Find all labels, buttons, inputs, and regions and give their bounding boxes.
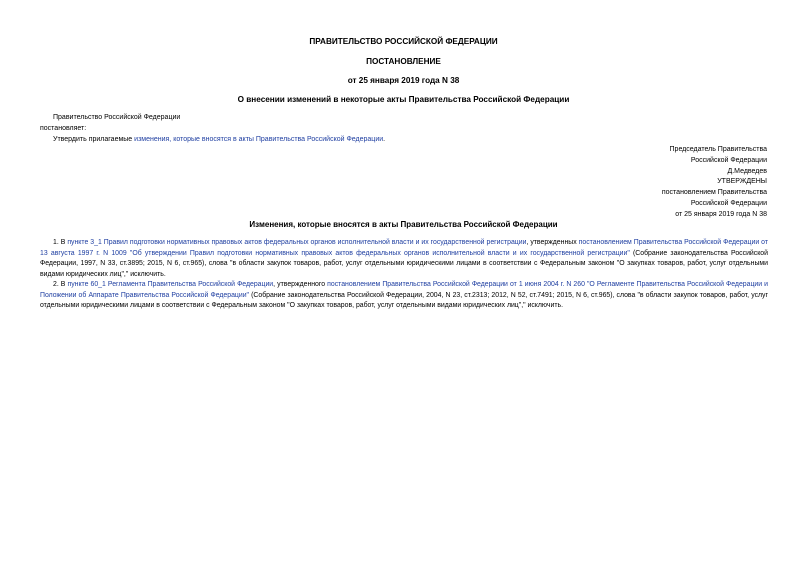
changes-link[interactable]: изменения, которые вносятся в акты Правительства Российской Федерации [134, 136, 384, 143]
item2-text-2: , утвержденного [273, 281, 328, 288]
item2-text-1: 2. В [53, 281, 68, 288]
change-item-1 [40, 238, 768, 280]
change-item-2 [40, 280, 768, 312]
item1-text-2: , утвержденных [526, 239, 579, 246]
signature-country: Российской Федерации [690, 157, 767, 164]
document-title: О внесении изменений в некоторые акты Правительства Российской Федерации [237, 95, 570, 104]
item1-link-resolution[interactable]: постановлением Правительства Российской Федерации от 13 августа 1997 г. N 1009 "Об утверждении Правил подготовки нормативных правовых актов федеральных органов исполнительной власти и их государственной регистрации" [40, 239, 768, 257]
document-date-number: от 25 января 2019 года N 38 [347, 76, 460, 85]
preamble-approve [53, 136, 385, 143]
preamble-resolves: постановляет: [40, 125, 87, 132]
document-type: ПОСТАНОВЛЕНИЕ [366, 57, 441, 66]
preamble-government: Правительство Российской Федерации [53, 114, 181, 121]
changes-title: Изменения, которые вносятся в акты Правительства Российской Федерации [249, 220, 558, 229]
item2-link-regulation[interactable]: пункте 60_1 Регламента Правительства Российской Федерации [67, 281, 274, 288]
signature-name: Д.Медведев [727, 168, 767, 175]
item1-link-rules[interactable]: пункте 3_1 Правил подготовки нормативных правовых актов федеральных органов исполнительной власти и их государственной регистрации [67, 239, 527, 246]
approved-label: УТВЕРЖДЕНЫ [717, 178, 767, 185]
item1-text-1: 1. В [53, 239, 68, 246]
item1-text-3: (Собрание законодательства Российской Федерации, 1997, N 33, ст.3895; 2015, N 6, ст.965), слова "в области закупок товаров, работ, услуг отдельными юридическими лицами в соответствии с Федеральным законом "О закупках товаров, работ, услуг отдельными видами юридических лиц"," исключить. [40, 249, 768, 278]
approved-country: Российской Федерации [690, 200, 767, 207]
item2-text-3: (Собрание законодательства Российской Федерации, 2004, N 23, ст.2313; 2012, N 52, ст.7491; 2015, N 6, ст.965), слова "в области закупок товаров, работ, услуг отдельными юридическими лицами в соответствии с Федеральным законом "О закупках товаров, работ, услуг отдельными видами юридических лиц"," исключить. [40, 291, 768, 310]
approve-suffix: . [383, 136, 386, 143]
item2-link-resolution[interactable]: постановлением Правительства Российской Федерации от 1 июня 2004 г. N 260 "О Регламенте Правительства Российской Федерации и Положении об Аппарате Правительства Российской Федерации" [40, 281, 768, 299]
approve-text: Утвердить прилагаемые [53, 136, 135, 143]
government-heading: ПРАВИТЕЛЬСТВО РОССИЙСКОЙ ФЕДЕРАЦИИ [309, 37, 498, 46]
signature-position: Председатель Правительства [669, 146, 767, 153]
approved-by: постановлением Правительства [661, 189, 767, 196]
approved-date: от 25 января 2019 года N 38 [675, 211, 767, 218]
